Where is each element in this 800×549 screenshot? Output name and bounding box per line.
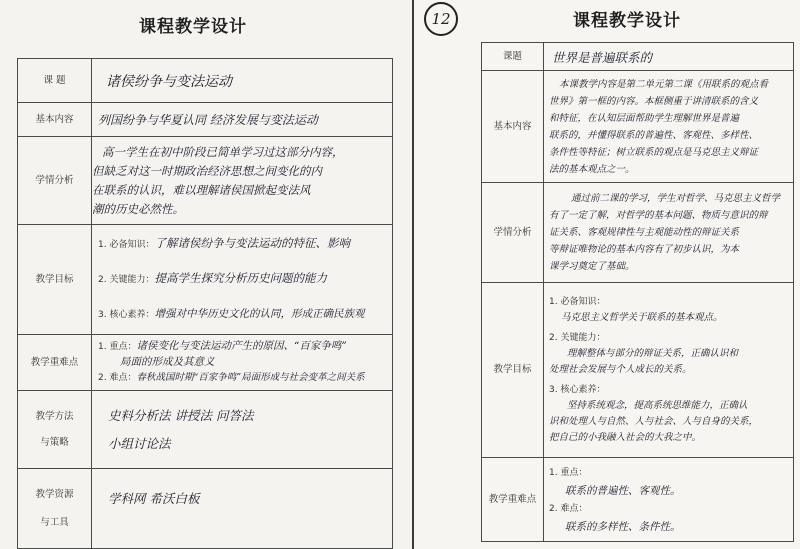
right-goals-label: 教学目标 — [482, 283, 544, 458]
left-methods-line: 小组讨论法 — [108, 435, 171, 451]
right-keypoint-text: 联系的多样性、条件性。 — [565, 520, 681, 533]
left-goal-text: 增强对中华历史文化的认同，形成正确民族观 — [154, 308, 365, 320]
right-keypoints-label: 教学重难点 — [482, 458, 544, 542]
left-goal-item — [98, 262, 386, 297]
left-goal-prefix: 1. 必备知识： — [98, 240, 155, 250]
left-goals-label: 教学目标 — [18, 225, 92, 335]
right-analysis-label: 学情分析 — [482, 183, 544, 283]
left-methods-line: 史料分析法 讲授法 问答法 — [108, 407, 254, 423]
left-goals-list — [92, 225, 393, 335]
right-goal-line: 马克思主义哲学关于联系的基本观点。 — [561, 312, 723, 323]
right-content-label: 基本内容 — [482, 71, 544, 183]
right-page-title: 课程教学设计 — [573, 11, 681, 31]
left-analysis-label: 学情分析 — [18, 137, 92, 225]
right-content-line: 世界》第一框的内容。本框侧重于讲清联系的含义 — [549, 95, 759, 107]
left-goal-item — [98, 227, 386, 262]
left-content-value: 列国纷争与华夏认同 经济发展与变法运动 — [92, 103, 393, 137]
left-keypoint-prefix: 2. 难点： — [98, 373, 137, 383]
left-keypoints-list — [92, 335, 393, 391]
left-keypoint-continuation: 局面的形成及其意义 — [120, 356, 215, 368]
left-course-label: 课 题 — [18, 59, 92, 103]
left-analysis-text — [92, 137, 393, 225]
left-resources-value: 学科网 希沃白板 — [92, 469, 393, 549]
left-analysis-line: 潮的历史必然性。 — [92, 201, 184, 216]
right-lesson-table — [481, 42, 794, 542]
left-goal-prefix: 3. 核心素养： — [98, 310, 155, 320]
left-methods-value — [92, 391, 393, 469]
right-goal-line: 理解整体与部分的辩证关系，正确认识和 — [567, 348, 739, 359]
right-analysis-line: 课学习奠定了基础。 — [549, 261, 635, 272]
left-analysis-line: 在联系的认识，难以理解诸侯国掀起变法风 — [92, 182, 311, 197]
left-goal-item — [98, 297, 386, 332]
right-content-text — [544, 71, 794, 183]
right-keypoint-text: 联系的普遍性、客观性。 — [565, 484, 681, 497]
right-goal-line: 把自己的小我融入社会的大我之中。 — [549, 432, 702, 443]
left-lesson-table — [17, 58, 393, 549]
left-keypoint-text: 诸侯变化与变法运动产生的原因、“百家争鸣” — [136, 340, 347, 352]
right-keypoint-prefix: 1. 重点： — [549, 467, 588, 478]
left-resources-label-line: 教学资源 — [35, 489, 74, 501]
left-keypoint-prefix: 1. 重点： — [98, 342, 137, 352]
right-content-line: 条件性等特征；树立联系的观点是马克思主义辩证 — [549, 146, 759, 158]
left-resources-label-line: 与工具 — [40, 516, 69, 528]
right-content-line: 和特征，在认知层面帮助学生理解世界是普遍 — [549, 112, 740, 124]
right-content-line: 本课教学内容是第二单元第二课《用联系的观点看 — [559, 78, 769, 90]
left-content-label: 基本内容 — [18, 103, 92, 137]
right-goals-list — [544, 283, 794, 458]
right-page — [414, 0, 800, 549]
right-content-line: 联系的，并懂得联系的普遍性、客观性、多样性、 — [549, 129, 759, 141]
left-goal-prefix: 2. 关键能力： — [98, 275, 155, 285]
left-keypoint-text: 春秋战国时期“百家争鸣”局面形成与社会变革之间关系 — [136, 372, 365, 383]
left-course-value: 诸侯纷争与变法运动 — [92, 59, 393, 103]
right-goal-prefix: 1. 必备知识： — [549, 297, 606, 307]
right-goal-line: 识和处理人与自然、人与社会、人与自身的关系， — [549, 416, 759, 427]
left-methods-label — [18, 391, 92, 469]
right-content-line: 法的基本观点之一。 — [549, 163, 635, 175]
right-goal-prefix: 2. 关键能力： — [549, 333, 606, 343]
right-analysis-line: 证关系、客观规律性与主观能动性的辩证关系 — [549, 227, 740, 238]
left-methods-label-line: 与策略 — [40, 436, 69, 448]
right-analysis-line: 通过前二课的学习，学生对哲学、马克思主义哲学 — [571, 193, 781, 204]
right-analysis-line: 有了一定了解，对哲学的基本问题、物质与意识的辩 — [549, 210, 768, 221]
left-resources-label — [18, 469, 92, 549]
right-course-value: 世界是普遍联系的 — [544, 43, 794, 71]
right-goal-prefix: 3. 核心素养： — [549, 385, 606, 395]
right-analysis-text — [544, 183, 794, 283]
left-analysis-line: 高一学生在初中阶段已简单学习过这部分内容， — [102, 144, 344, 159]
left-goal-text: 了解诸侯纷争与变法运动的特征、影响 — [154, 236, 350, 250]
left-goal-text: 提高学生探究分析历史问题的能力 — [154, 271, 327, 285]
right-goal-line: 处理社会发展与个人成长的关系。 — [549, 364, 692, 375]
left-keypoints-label: 教学重难点 — [18, 335, 92, 391]
left-page-title: 课程教学设计 — [139, 17, 247, 37]
left-keypoint-item — [98, 370, 386, 386]
page-number-badge: 12 — [424, 2, 458, 36]
right-goal-line: 坚持系统观念，提高系统思维能力，正确认 — [567, 400, 748, 411]
left-analysis-line: 但缺乏对这一时期政治经济思想之间变化的内 — [92, 163, 322, 178]
left-methods-label-line: 教学方法 — [35, 411, 74, 423]
right-course-label: 课题 — [482, 43, 544, 71]
left-keypoint-item — [98, 339, 386, 355]
right-analysis-line: 等辩证唯物论的基本内容有了初步认识，为本 — [549, 244, 740, 255]
right-keypoints-list — [544, 458, 794, 542]
right-keypoint-prefix: 2. 难点： — [549, 503, 588, 514]
